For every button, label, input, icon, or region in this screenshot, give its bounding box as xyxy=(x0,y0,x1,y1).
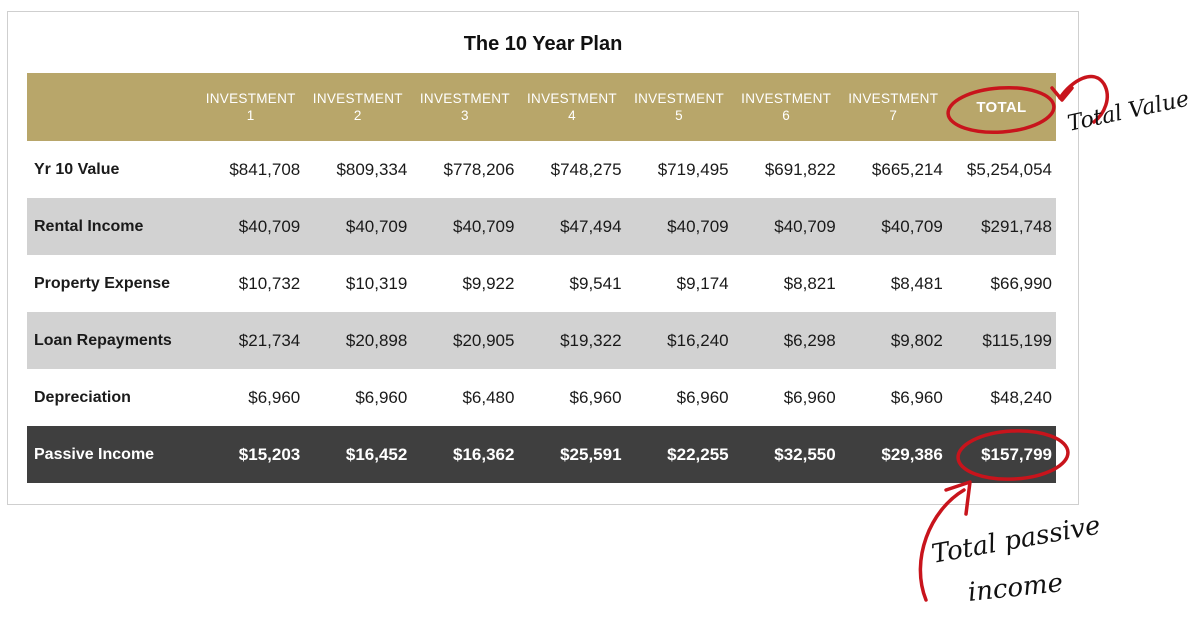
table-row-yr10-value xyxy=(27,141,1056,198)
table-cell: $9,802 xyxy=(890,330,943,350)
plan-table xyxy=(27,73,1056,483)
table-cell: $6,960 xyxy=(355,387,408,407)
table-cell: $719,495 xyxy=(657,159,729,179)
table-row-passive-income xyxy=(27,426,1056,483)
header-investment-2 xyxy=(304,73,411,141)
table-cell: $16,362 xyxy=(452,444,515,464)
table-cell: $6,960 xyxy=(890,387,943,407)
header-investment-7 xyxy=(840,73,947,141)
table-cell: $8,821 xyxy=(783,273,836,293)
table-cell: $9,922 xyxy=(462,273,515,293)
total-cell: $291,748 xyxy=(981,216,1052,236)
table-cell: $6,298 xyxy=(783,330,836,350)
table-cell: $29,386 xyxy=(881,444,943,464)
page-title: The 10 Year Plan xyxy=(463,33,623,55)
table-cell: $40,709 xyxy=(238,216,301,236)
table-cell: $6,960 xyxy=(783,387,836,407)
table-cell: $47,494 xyxy=(560,216,622,236)
table-cell: $778,206 xyxy=(443,159,515,179)
header-label: INVESTMENT xyxy=(312,91,403,106)
table-cell: $6,480 xyxy=(462,387,515,407)
table-cell: $40,709 xyxy=(667,216,729,236)
table-cell: $25,591 xyxy=(560,444,622,464)
header-label: INVESTMENT xyxy=(634,91,725,106)
annotation-total-passive: Total passive xyxy=(929,510,1103,570)
annotation-income: income xyxy=(966,568,1065,608)
header-label: INVESTMENT xyxy=(205,91,296,106)
total-cell: $66,990 xyxy=(990,273,1052,293)
row-label: Loan Repayments xyxy=(34,331,172,349)
table-cell: $16,452 xyxy=(345,444,408,464)
header-number: 2 xyxy=(353,108,362,123)
annotation-total-value: Total Value xyxy=(1065,86,1192,137)
table-cell: $10,732 xyxy=(238,273,301,293)
row-label: Rental Income xyxy=(34,217,144,235)
table-row-property-expense xyxy=(27,255,1056,312)
table-cell: $10,319 xyxy=(345,273,408,293)
row-label: Yr 10 Value xyxy=(34,160,120,178)
total-cell: $48,240 xyxy=(990,387,1052,407)
table-cell: $809,334 xyxy=(336,159,408,179)
table-cell: $40,709 xyxy=(452,216,515,236)
row-label: Property Expense xyxy=(34,274,171,292)
table-cell: $20,898 xyxy=(345,330,408,350)
table-cell: $6,960 xyxy=(248,387,301,407)
header-investment-5 xyxy=(626,73,733,141)
total-cell: $5,254,054 xyxy=(966,159,1052,179)
table-cell: $20,905 xyxy=(452,330,515,350)
header-label: INVESTMENT xyxy=(848,91,939,106)
table-cell: $19,322 xyxy=(560,330,622,350)
table-row-loan-repayments xyxy=(27,312,1056,369)
header-number: 6 xyxy=(782,108,791,123)
table-cell: $8,481 xyxy=(890,273,943,293)
table-cell: $21,734 xyxy=(238,330,301,350)
header-number: 5 xyxy=(675,108,683,123)
table-cell: $841,708 xyxy=(229,159,301,179)
table-cell: $691,822 xyxy=(764,159,836,179)
row-label: Depreciation xyxy=(34,388,131,406)
table-cell: $9,541 xyxy=(569,273,622,293)
table-cell: $22,255 xyxy=(667,444,729,464)
header-number: 7 xyxy=(889,108,898,123)
header-corner xyxy=(27,73,197,141)
table-cell: $16,240 xyxy=(667,330,729,350)
table-cell: $6,960 xyxy=(569,387,622,407)
header-investment-1 xyxy=(197,73,304,141)
table-cell: $9,174 xyxy=(676,273,729,293)
header-label: INVESTMENT xyxy=(526,91,617,106)
header-number: 1 xyxy=(246,108,255,123)
header-investment-3 xyxy=(411,73,518,141)
table-cell: $6,960 xyxy=(676,387,729,407)
header-number: 4 xyxy=(568,108,576,123)
table-cell: $15,203 xyxy=(238,444,301,464)
table-cell: $40,709 xyxy=(774,216,836,236)
table-row-depreciation xyxy=(27,369,1056,426)
header-total: TOTAL xyxy=(976,98,1027,116)
table-cell: $40,709 xyxy=(881,216,943,236)
total-cell: $157,799 xyxy=(981,444,1052,464)
table-row-rental-income xyxy=(27,198,1056,255)
header-label: INVESTMENT xyxy=(419,91,510,106)
header-number: 3 xyxy=(460,108,469,123)
header-investment-4 xyxy=(518,73,625,141)
row-label: Passive Income xyxy=(34,445,155,463)
total-cell: $115,199 xyxy=(982,330,1052,350)
header-investment-6 xyxy=(733,73,840,141)
table-cell: $32,550 xyxy=(774,444,836,464)
header-label: INVESTMENT xyxy=(741,91,832,106)
table-cell: $40,709 xyxy=(345,216,408,236)
table-cell: $748,275 xyxy=(550,159,622,179)
table-cell: $665,214 xyxy=(871,159,943,179)
header-row xyxy=(27,73,1056,141)
